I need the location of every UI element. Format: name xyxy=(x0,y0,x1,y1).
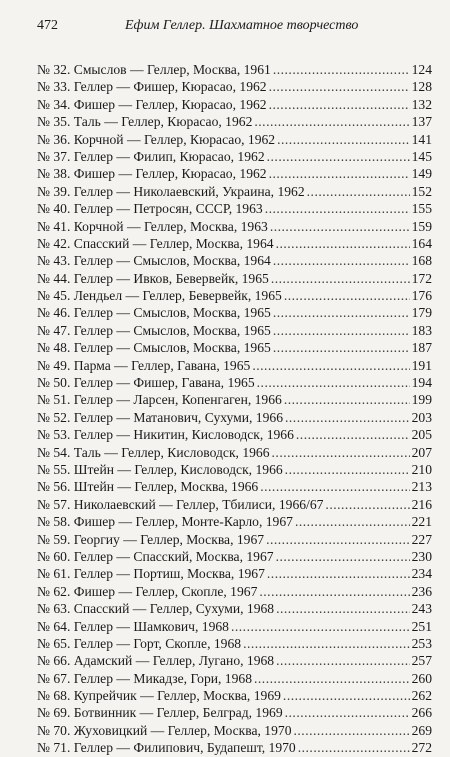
toc-entry xyxy=(37,304,432,321)
dot-leader xyxy=(269,96,410,113)
toc-entry xyxy=(37,722,432,739)
toc-entry xyxy=(37,357,432,374)
dot-leader xyxy=(254,670,410,687)
toc-entry xyxy=(37,235,432,252)
toc-entry-page: 234 xyxy=(411,566,432,582)
dot-leader xyxy=(259,583,409,600)
toc-entry-title: № 65. Геллер — Горт, Скопле, 1968 xyxy=(37,635,242,651)
toc-entry-title: № 67. Геллер — Микадзе, Гори, 1968 xyxy=(37,670,252,686)
dot-leader xyxy=(295,513,410,530)
toc-entry-page: 257 xyxy=(411,653,432,669)
toc-entry-title: № 50. Геллер — Фишер, Гавана, 1965 xyxy=(37,375,255,391)
dot-leader xyxy=(269,78,410,95)
toc-entry-title: № 56. Штейн — Геллер, Москва, 1966 xyxy=(37,479,259,495)
toc-entry xyxy=(37,391,432,408)
toc-entry-page: 253 xyxy=(411,635,432,651)
dot-leader xyxy=(285,704,410,721)
toc-entry-title: № 71. Геллер — Филипович, Будапешт, 1970 xyxy=(37,740,296,756)
toc-entry-page: 183 xyxy=(411,322,432,338)
toc-entry-title: № 68. Купрейчик — Геллер, Москва, 1969 xyxy=(37,688,281,704)
toc-entry xyxy=(37,218,432,235)
toc-entry-page: 152 xyxy=(411,183,432,199)
dot-leader xyxy=(276,652,410,669)
toc-entry-title: № 58. Фишер — Геллер, Монте-Карло, 1967 xyxy=(37,514,293,530)
dot-leader xyxy=(271,270,410,287)
toc-entry-page: 179 xyxy=(411,305,432,321)
toc-entry xyxy=(37,183,432,200)
toc-entry-page: 124 xyxy=(411,62,432,77)
toc-entry xyxy=(37,635,432,652)
toc-entry xyxy=(37,287,432,304)
dot-leader xyxy=(265,200,410,217)
toc-entry-title: № 38. Фишер — Геллер, Кюрасао, 1962 xyxy=(37,166,267,182)
toc-entry-page: 269 xyxy=(411,722,432,738)
toc-entry-title: № 60. Геллер — Спасский, Москва, 1967 xyxy=(37,548,274,564)
dot-leader xyxy=(325,496,409,513)
toc-entry xyxy=(37,461,432,478)
page-number: 472 xyxy=(37,18,58,33)
dot-leader xyxy=(270,218,410,235)
toc-entry-page: 132 xyxy=(411,96,432,112)
toc-entry xyxy=(37,600,432,617)
toc-entry xyxy=(37,496,432,513)
dot-leader xyxy=(273,339,410,356)
toc-entry-page: 168 xyxy=(411,253,432,269)
toc-entry-title: № 49. Парма — Геллер, Гавана, 1965 xyxy=(37,357,251,373)
dot-leader xyxy=(231,618,410,635)
toc-entry-page: 205 xyxy=(411,427,432,443)
toc-entry-page: 191 xyxy=(411,357,432,373)
toc-entry-title: № 44. Геллер — Ивков, Бевервейк, 1965 xyxy=(37,270,269,286)
dot-leader xyxy=(277,131,410,148)
toc-entry xyxy=(37,270,432,287)
toc-entry-page: 262 xyxy=(411,688,432,704)
toc-entry xyxy=(37,200,432,217)
toc-entry-title: № 40. Геллер — Петросян, СССР, 1963 xyxy=(37,201,263,217)
toc-entry xyxy=(37,148,432,165)
toc-entry-page: 199 xyxy=(411,392,432,408)
toc-entry xyxy=(37,339,432,356)
dot-leader xyxy=(276,235,410,252)
dot-leader xyxy=(283,687,410,704)
dot-leader xyxy=(296,426,410,443)
dot-leader xyxy=(260,478,409,495)
toc-entry-page: 210 xyxy=(411,461,432,477)
dot-leader xyxy=(284,391,410,408)
toc-entry-page: 159 xyxy=(411,218,432,234)
toc-entry-page: 145 xyxy=(411,148,432,164)
toc-entry-title: № 61. Геллер — Портиш, Москва, 1967 xyxy=(37,566,265,582)
toc-entry-page: 164 xyxy=(411,235,432,251)
dot-leader xyxy=(276,600,410,617)
toc-entry-page: 176 xyxy=(411,288,432,304)
toc-entry-title: № 52. Геллер — Матанович, Сухуми, 1966 xyxy=(37,409,283,425)
toc-entry xyxy=(37,704,432,721)
toc-entry xyxy=(37,478,432,495)
toc-entry xyxy=(37,426,432,443)
toc-entry xyxy=(37,687,432,704)
toc-entry xyxy=(37,444,432,461)
toc-entry-title: № 35. Таль — Геллер, Кюрасао, 1962 xyxy=(37,114,253,130)
toc-entry-title: № 51. Геллер — Ларсен, Копенгаген, 1966 xyxy=(37,392,282,408)
toc-entry-title: № 46. Геллер — Смыслов, Москва, 1965 xyxy=(37,305,271,321)
toc-entry-page: 260 xyxy=(411,670,432,686)
toc-entry-title: № 54. Таль — Геллер, Кисловодск, 1966 xyxy=(37,444,270,460)
dot-leader xyxy=(252,357,409,374)
dot-leader xyxy=(285,461,410,478)
toc-entry xyxy=(37,548,432,565)
dot-leader xyxy=(276,548,410,565)
toc-entry xyxy=(37,531,432,548)
dot-leader xyxy=(267,565,410,582)
toc-entry xyxy=(37,61,432,78)
toc-entry xyxy=(37,739,432,756)
toc-entry-page: 149 xyxy=(411,166,432,182)
dot-leader xyxy=(257,374,410,391)
toc-entry-page: 187 xyxy=(411,340,432,356)
toc-entry-title: № 41. Корчной — Геллер, Москва, 1963 xyxy=(37,218,268,234)
toc-entry xyxy=(37,78,432,95)
running-title: Ефим Геллер. Шахматное творчество xyxy=(125,18,359,33)
toc-entry-title: № 63. Спасский — Геллер, Сухуми, 1968 xyxy=(37,601,275,617)
toc-entry-page: 243 xyxy=(411,601,432,617)
toc-entry xyxy=(37,165,432,182)
toc-entry-page: 194 xyxy=(411,375,432,391)
toc-entry-title: № 66. Адамский — Геллер, Лугано, 1968 xyxy=(37,653,275,669)
toc-entry-page: 266 xyxy=(411,705,432,721)
toc-entry-page: 227 xyxy=(411,531,432,547)
toc-entry-page: 221 xyxy=(411,514,432,530)
toc-entry-title: № 55. Штейн — Геллер, Кисловодск, 1966 xyxy=(37,461,283,477)
table-of-contents xyxy=(37,61,432,757)
dot-leader xyxy=(284,287,410,304)
dot-leader xyxy=(273,252,410,269)
toc-entry-title: № 64. Геллер — Шамкович, 1968 xyxy=(37,618,229,634)
toc-entry-page: 203 xyxy=(411,409,432,425)
dot-leader xyxy=(254,113,409,130)
toc-entry-page: 141 xyxy=(411,131,432,147)
toc-entry-page: 236 xyxy=(411,583,432,599)
toc-entry xyxy=(37,652,432,669)
toc-entry-title: № 37. Геллер — Филип, Кюрасао, 1962 xyxy=(37,148,265,164)
toc-entry-title: № 34. Фишер — Геллер, Кюрасао, 1962 xyxy=(37,96,267,112)
toc-entry xyxy=(37,113,432,130)
dot-leader xyxy=(273,61,410,78)
dot-leader xyxy=(285,409,410,426)
toc-entry-title: № 43. Геллер — Смыслов, Москва, 1964 xyxy=(37,253,271,269)
toc-entry xyxy=(37,252,432,269)
dot-leader xyxy=(267,148,410,165)
toc-entry-page: 172 xyxy=(411,270,432,286)
toc-entry-page: 251 xyxy=(411,618,432,634)
dot-leader xyxy=(243,635,410,652)
toc-entry-page: 128 xyxy=(411,79,432,95)
toc-entry-title: № 48. Геллер — Смыслов, Москва, 1965 xyxy=(37,340,271,356)
toc-entry-title: № 32. Смыслов — Геллер, Москва, 1961 xyxy=(37,62,271,77)
dot-leader xyxy=(269,165,410,182)
toc-entry-page: 155 xyxy=(411,201,432,217)
dot-leader xyxy=(298,739,410,756)
toc-entry xyxy=(37,409,432,426)
page-header xyxy=(0,18,450,38)
toc-entry-page: 272 xyxy=(411,740,432,756)
toc-entry xyxy=(37,583,432,600)
toc-entry-title: № 47. Геллер — Смыслов, Москва, 1965 xyxy=(37,322,271,338)
toc-entry-title: № 45. Лендьел — Геллер, Бевервейк, 1965 xyxy=(37,288,282,304)
toc-entry xyxy=(37,670,432,687)
dot-leader xyxy=(272,444,410,461)
toc-entry-title: № 70. Жуховицкий — Геллер, Москва, 1970 xyxy=(37,722,292,738)
toc-entry-page: 216 xyxy=(411,496,432,512)
toc-entry-title: № 69. Ботвинник — Геллер, Белград, 1969 xyxy=(37,705,283,721)
toc-entry-title: № 39. Геллер — Николаевский, Украина, 1962 xyxy=(37,183,305,199)
dot-leader xyxy=(266,531,410,548)
toc-entry xyxy=(37,513,432,530)
dot-leader xyxy=(307,183,410,200)
toc-entry-title: № 36. Корчной — Геллер, Кюрасао, 1962 xyxy=(37,131,276,147)
toc-entry xyxy=(37,565,432,582)
toc-entry-title: № 33. Геллер — Фишер, Кюрасао, 1962 xyxy=(37,79,267,95)
toc-entry xyxy=(37,374,432,391)
toc-entry-title: № 62. Фишер — Геллер, Скопле, 1967 xyxy=(37,583,258,599)
toc-entry xyxy=(37,322,432,339)
toc-entry-page: 213 xyxy=(411,479,432,495)
dot-leader xyxy=(273,304,410,321)
toc-entry-title: № 42. Спасский — Геллер, Москва, 1964 xyxy=(37,235,274,251)
toc-entry-title: № 57. Николаевский — Геллер, Тбилиси, 1966/67 xyxy=(37,496,324,512)
toc-entry-page: 230 xyxy=(411,548,432,564)
toc-entry-page: 137 xyxy=(411,114,432,130)
toc-entry-title: № 59. Георгиу — Геллер, Москва, 1967 xyxy=(37,531,265,547)
toc-entry-title: № 53. Геллер — Никитин, Кисловодск, 1966 xyxy=(37,427,294,443)
toc-entry xyxy=(37,131,432,148)
dot-leader xyxy=(294,722,410,739)
toc-entry-page: 207 xyxy=(411,444,432,460)
dot-leader xyxy=(273,322,410,339)
toc-entry xyxy=(37,96,432,113)
toc-entry xyxy=(37,618,432,635)
